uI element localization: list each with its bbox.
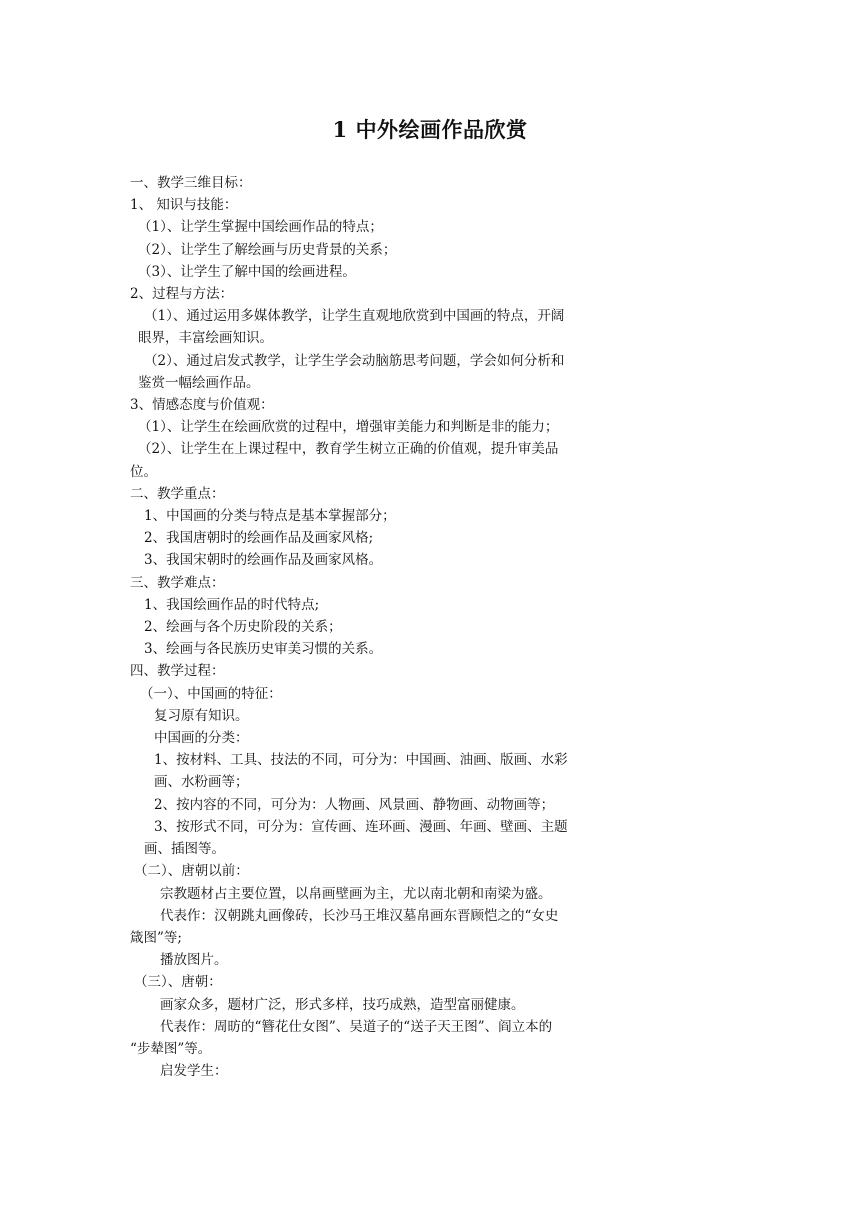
text-line: 启发学生： [160,1063,228,1080]
text-line: 四、教学过程： [130,663,225,680]
text-line: （1）、通过运用多媒体教学，让学生直观地欣赏到中国画的特点，开阔 [144,308,565,325]
text-line: 二、教学重点： [130,485,225,502]
text-line: （二）、唐朝以前： [134,863,249,880]
text-line: 箴图”等; [130,929,182,946]
text-line: （三）、唐朝： [134,974,222,991]
text-line: 播放图片。 [160,952,228,969]
text-line: （1）、让学生掌握中国绘画作品的特点； [138,219,383,236]
page-title [0,114,860,144]
text-line: 2、按内容的不同，可分为：人物画、风景画、静物画、动物画等； [154,796,555,813]
text-line: 位。 [130,463,157,480]
text-line: （2）、让学生了解绘画与历史背景的关系； [138,241,397,258]
text-line: 1、我国绘画作品的时代特点; [144,596,320,613]
text-line: 2、过程与方法： [130,286,234,303]
text-line: 复习原有知识。 [154,707,249,724]
text-line: 画、插图等。 [144,841,225,858]
text-line: 一、教学三维目标： [130,175,252,191]
text-line: （一）、中国画的特征： [140,685,282,702]
text-line: 3、情感态度与价值观： [130,397,274,414]
text-line: （1）、让学生在绘画欣赏的过程中，增强审美能力和判断是非的能力； [138,419,559,436]
text-line: （3）、让学生了解中国的绘画进程。 [138,263,356,280]
text-line: 3、我国宋朝时的绘画作品及画家风格。 [144,552,383,569]
text-line: 1、中国画的分类与特点是基本掌握部分； [144,508,396,525]
text-line: 1、 知识与技能： [130,197,238,214]
text-line: 三、教学难点： [130,574,225,591]
text-line: 3、按形式不同，可分为：宣传画、连环画、漫画、年画、壁画、主题 [154,818,568,835]
text-line: 代表作：周昉的“簪花仕女图”、吴道子的“送子天王图”、阎立本的 [160,1018,553,1035]
text-line: 画、水粉画等； [154,774,249,791]
text-line: 宗教题材占主要位置，以帛画壁画为主，尤以南北朝和南梁为盛。 [160,885,552,902]
text-line: 2、我国唐朝时的绘画作品及画家风格; [144,530,374,547]
title-number: 1 [332,117,348,142]
text-line: “步辇图”等。 [130,1040,212,1057]
text-line: 鉴赏一幅绘画作品。 [138,374,260,391]
text-line: 眼界，丰富绘画知识。 [138,330,273,347]
text-line: 代表作：汉朝跳丸画像砖，长沙马王堆汉墓帛画东晋顾恺之的“女史 [160,907,559,924]
text-line: 画家众多，题材广泛，形式多样，技巧成熟，造型富丽健康。 [160,996,525,1013]
text-line: 2、绘画与各个历史阶段的关系； [144,619,342,636]
title-text: 中外绘画作品欣赏 [355,117,528,142]
document-body [130,172,620,1082]
text-line: 3、绘画与各民族历史审美习惯的关系。 [144,641,383,658]
text-line: 中国画的分类： [154,730,249,747]
text-line: （2）、通过启发式教学，让学生学会动脑筋思考问题，学会如何分析和 [144,352,565,369]
text-line: 1、按材料、工具、技法的不同，可分为：中国画、油画、版画、水彩 [154,752,568,769]
text-line: （2）、让学生在上课过程中，教育学生树立正确的价值观，提升审美品 [138,441,559,458]
